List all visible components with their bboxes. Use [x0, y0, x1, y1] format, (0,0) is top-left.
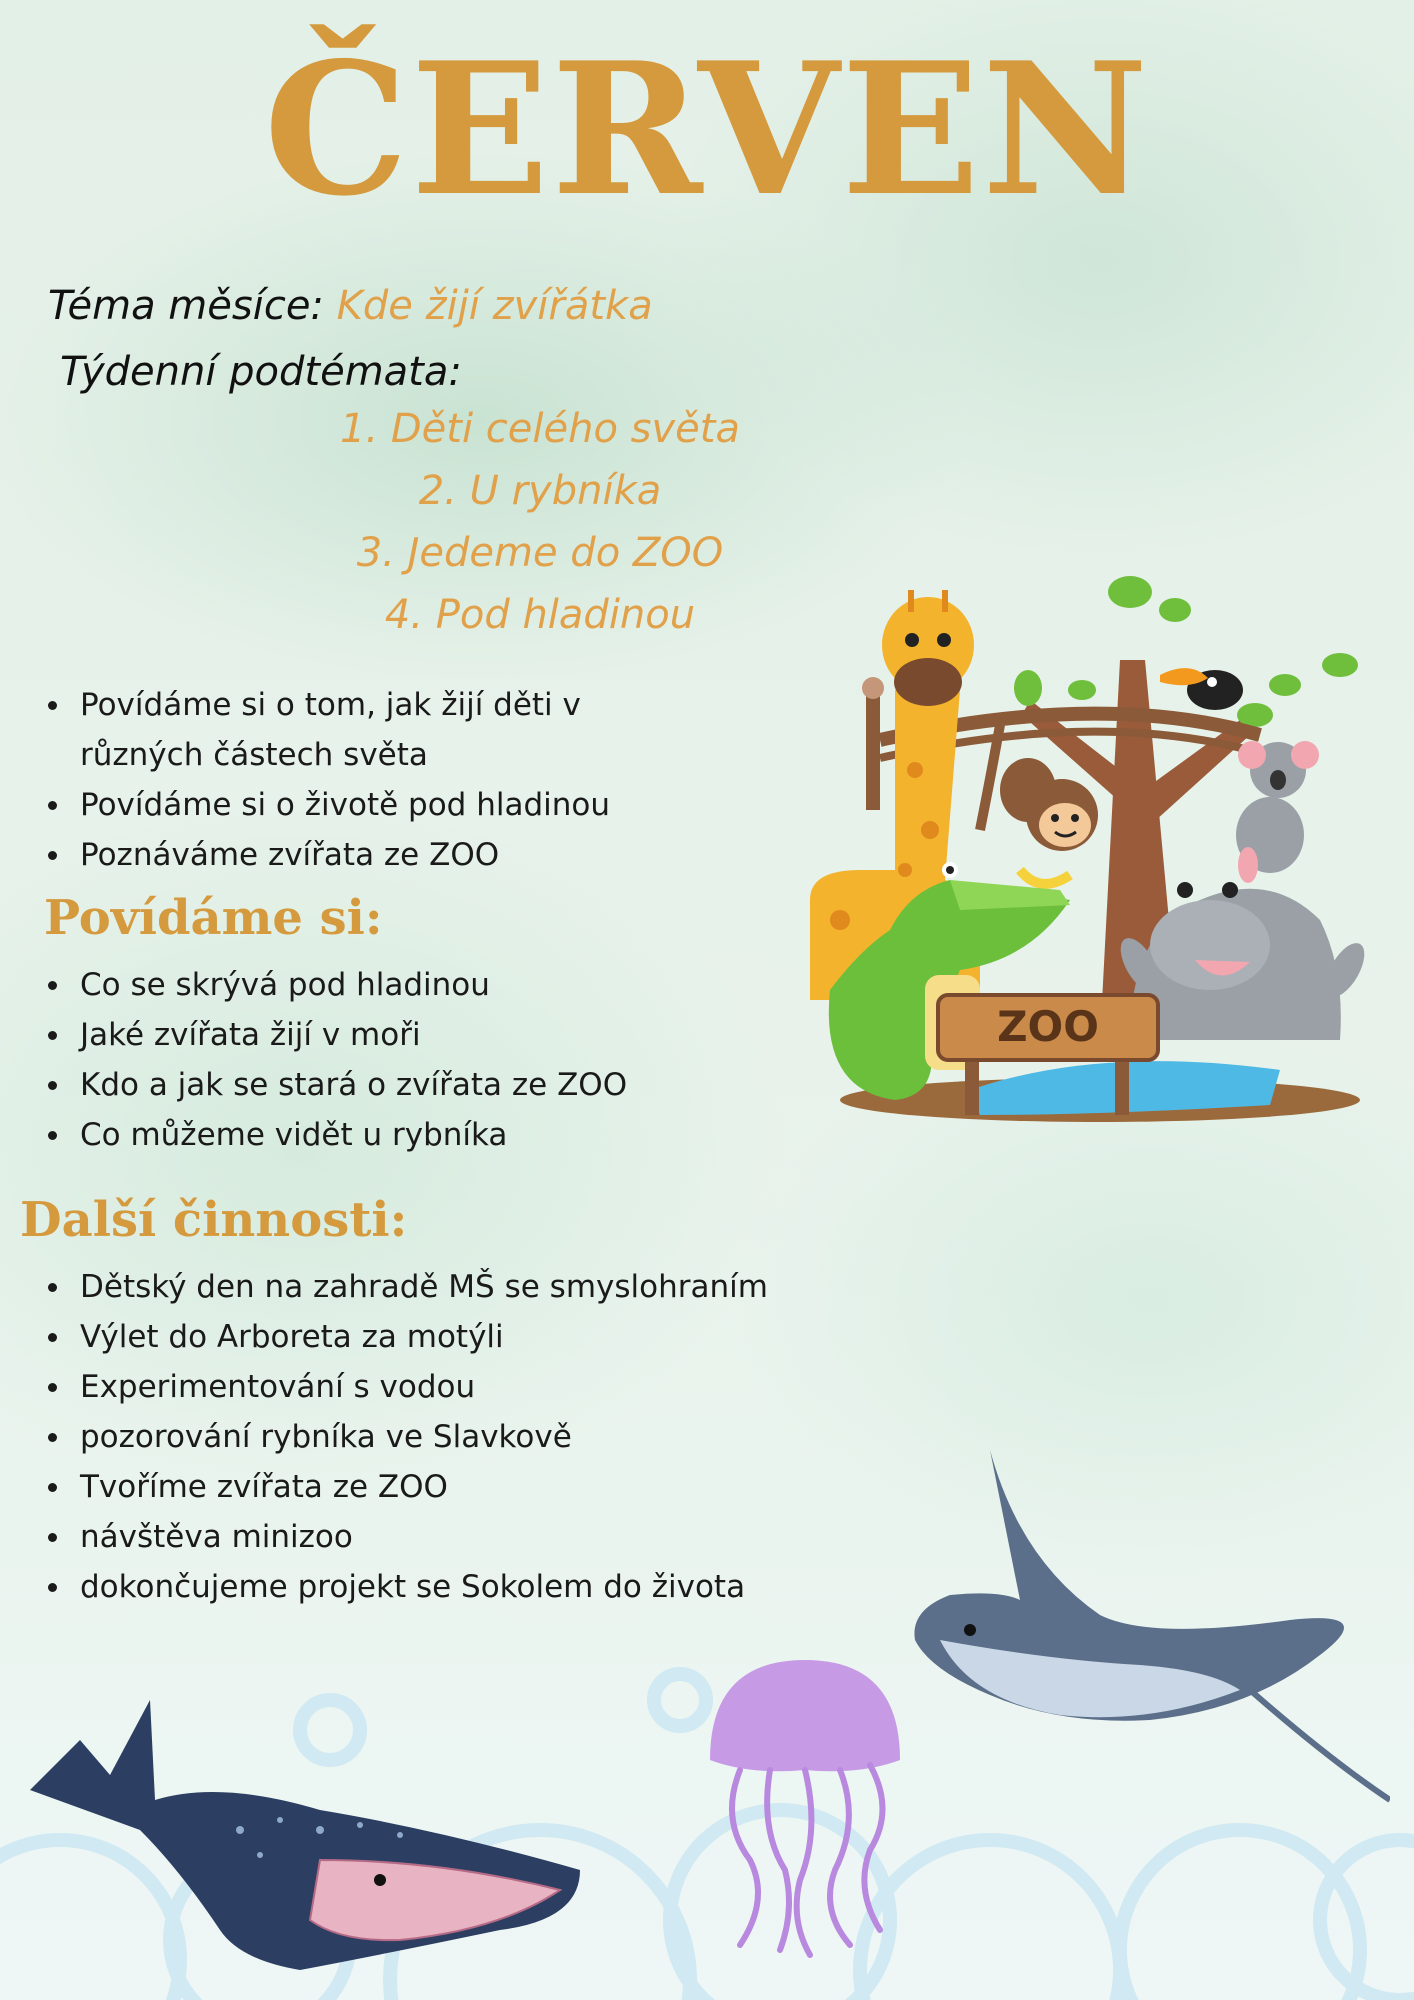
zoo-illustration	[800, 570, 1390, 1140]
intro-item: Povídáme si o tom, jak žijí děti v různých částech světa	[40, 680, 700, 780]
talk-item: Jaké zvířata žijí v moři	[40, 1010, 760, 1060]
talk-item: Co se skrývá pod hladinou	[40, 960, 760, 1010]
talk-heading: Povídáme si:	[44, 890, 383, 946]
subtopic-item: 3. Jedeme do ZOO	[356, 530, 724, 576]
talk-list	[40, 960, 760, 1160]
other-item: Dětský den na zahradě MŠ se smyslohraním	[40, 1262, 900, 1312]
theme-label: Téma měsíce:	[48, 283, 324, 329]
manta-ray-icon	[910, 1440, 1390, 1820]
subtopic-item: 2. U rybníka	[418, 468, 662, 514]
intro-item: Poznáváme zvířata ze ZOO	[40, 830, 700, 880]
other-list	[40, 1262, 900, 1612]
intro-list	[40, 680, 700, 880]
subtopics-heading: Týdenní podtémata:	[60, 349, 462, 395]
other-item: Výlet do Arboreta za motýli	[40, 1312, 900, 1362]
intro-item: Povídáme si o životě pod hladinou	[40, 780, 700, 830]
other-item: Experimentování s vodou	[40, 1362, 900, 1412]
other-item: návštěva minizoo	[40, 1512, 900, 1562]
other-item: pozorování rybníka ve Slavkově	[40, 1412, 900, 1462]
jellyfish-icon	[690, 1650, 920, 1960]
other-heading: Další činnosti:	[20, 1192, 408, 1248]
toucan-icon	[1160, 668, 1243, 710]
banana-icon	[1020, 870, 1070, 884]
page-title: ČERVEN	[263, 22, 1151, 236]
theme-value: Kde žijí zvířátka	[336, 283, 653, 329]
zoo-sign-text: ZOO	[997, 1002, 1099, 1051]
talk-item: Kdo a jak se stará o zvířata ze ZOO	[40, 1060, 760, 1110]
whale-icon	[20, 1680, 600, 1970]
other-item: Tvoříme zvířata ze ZOO	[40, 1462, 900, 1512]
other-item: dokončujeme projekt se Sokolem do života	[40, 1562, 900, 1612]
talk-item: Co můžeme vidět u rybníka	[40, 1110, 760, 1160]
theme-line	[48, 278, 653, 334]
subtopic-item: 1. Děti celého světa	[340, 406, 740, 452]
subtopics-list	[220, 398, 860, 646]
subtopic-item: 4. Pod hladinou	[384, 592, 696, 638]
